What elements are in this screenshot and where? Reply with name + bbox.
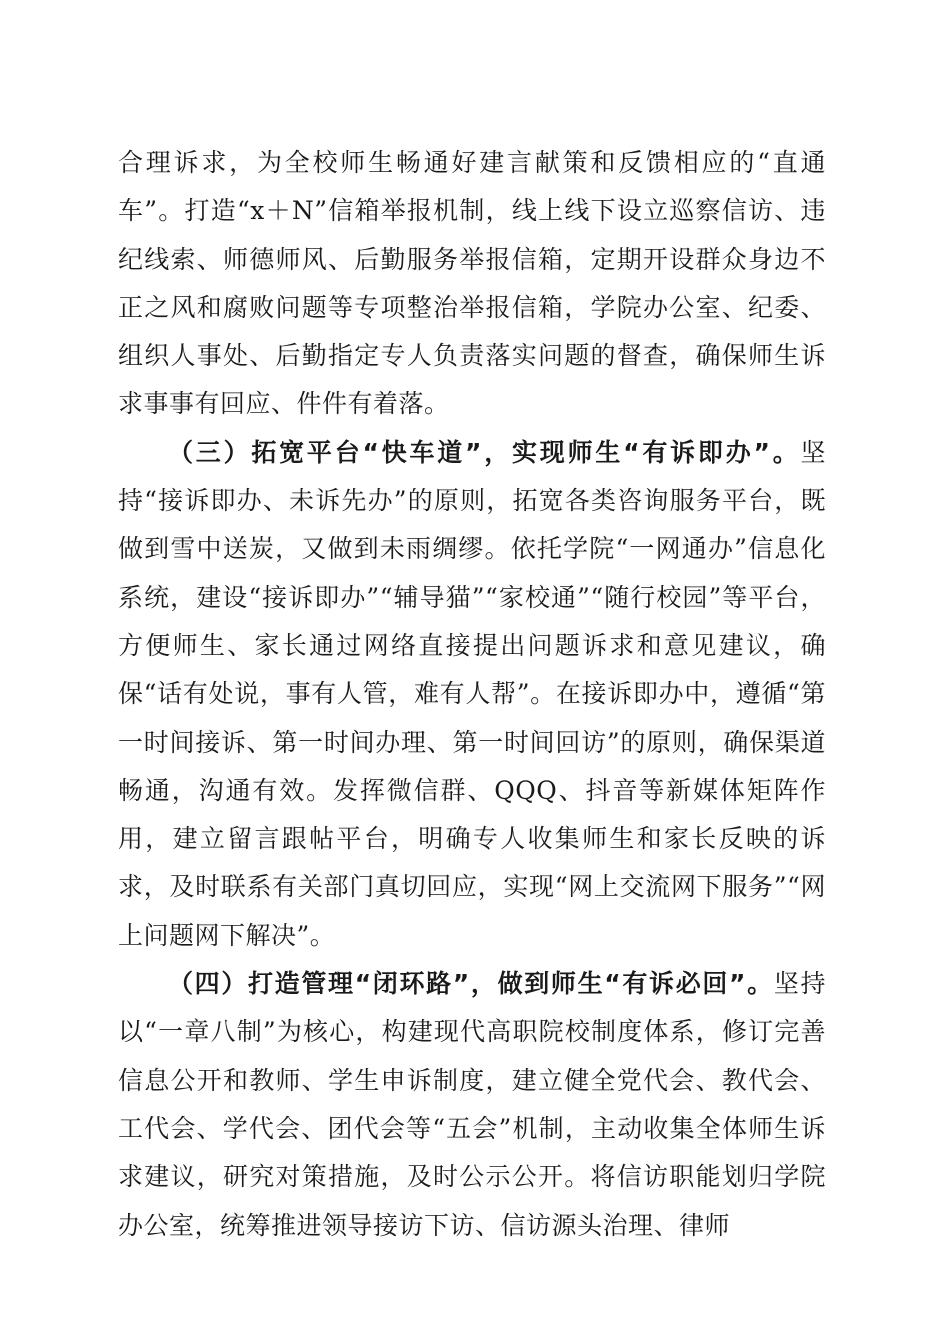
paragraph-text: 坚持以“一章八制”为核心，构建现代高职院校制度体系，修订完善信息公开和教师、学生申诉制度，建立健全党代会、教代会、工代会、学代会、团代会等“五会”机制，主动收集全体师生诉求建议，研究对策措施，及时公示公开。将信访职能划归学院办公室，统筹推进领导接访下访、信访源头治理、律师 [118, 969, 826, 1240]
paragraph-text: 坚持“接诉即办、未诉先办”的原则，拓宽各类咨询服务平台，既做到雪中送炭，又做到未雨绸缪。依托学院“一网通办”信息化系统，建设“接诉即办”“辅导猫”“家校通”“随行校园”等平台，方便师生、家长通过网络直接提出问题诉求和意见建议，确保“话有处说，事有人管，难有人帮”。在接诉即办中，遵循“第一时间接诉、第一时间办理、第一时间回访”的原则，确保渠道畅通，沟通有效。发挥微信群、QQQ、抖音等新媒体矩阵作用，建立留言跟帖平台，明确专人收集师生和家长反映的诉求，及时联系有关部门真切回应，实现“网上交流网下服务”“网上问题网下解决”。 [118, 437, 826, 950]
paragraph-section-4 [118, 960, 826, 1250]
paragraph-continuation [118, 139, 826, 429]
paragraph-text: 合理诉求，为全校师生畅通好建言献策和反馈相应的“直通车”。打造“x＋N”信箱举报机制，线上线下设立巡察信访、违纪线索、师德师风、后勤服务举报信箱，定期开设群众身边不正之风和腐败问题等专项整治举报信箱，学院办公室、纪委、组织人事处、后勤指定专人负责落实问题的督查，确保师生诉求事事有回应、件件有着落。 [118, 148, 826, 419]
paragraph-section-3 [118, 429, 826, 960]
section-heading: （三）拓宽平台“快车道”，实现师生“有诉即办”。 [168, 437, 801, 467]
document-body [118, 139, 826, 1250]
section-heading: （四）打造管理“闭环路”，做到师生“有诉必回”。 [168, 969, 774, 999]
